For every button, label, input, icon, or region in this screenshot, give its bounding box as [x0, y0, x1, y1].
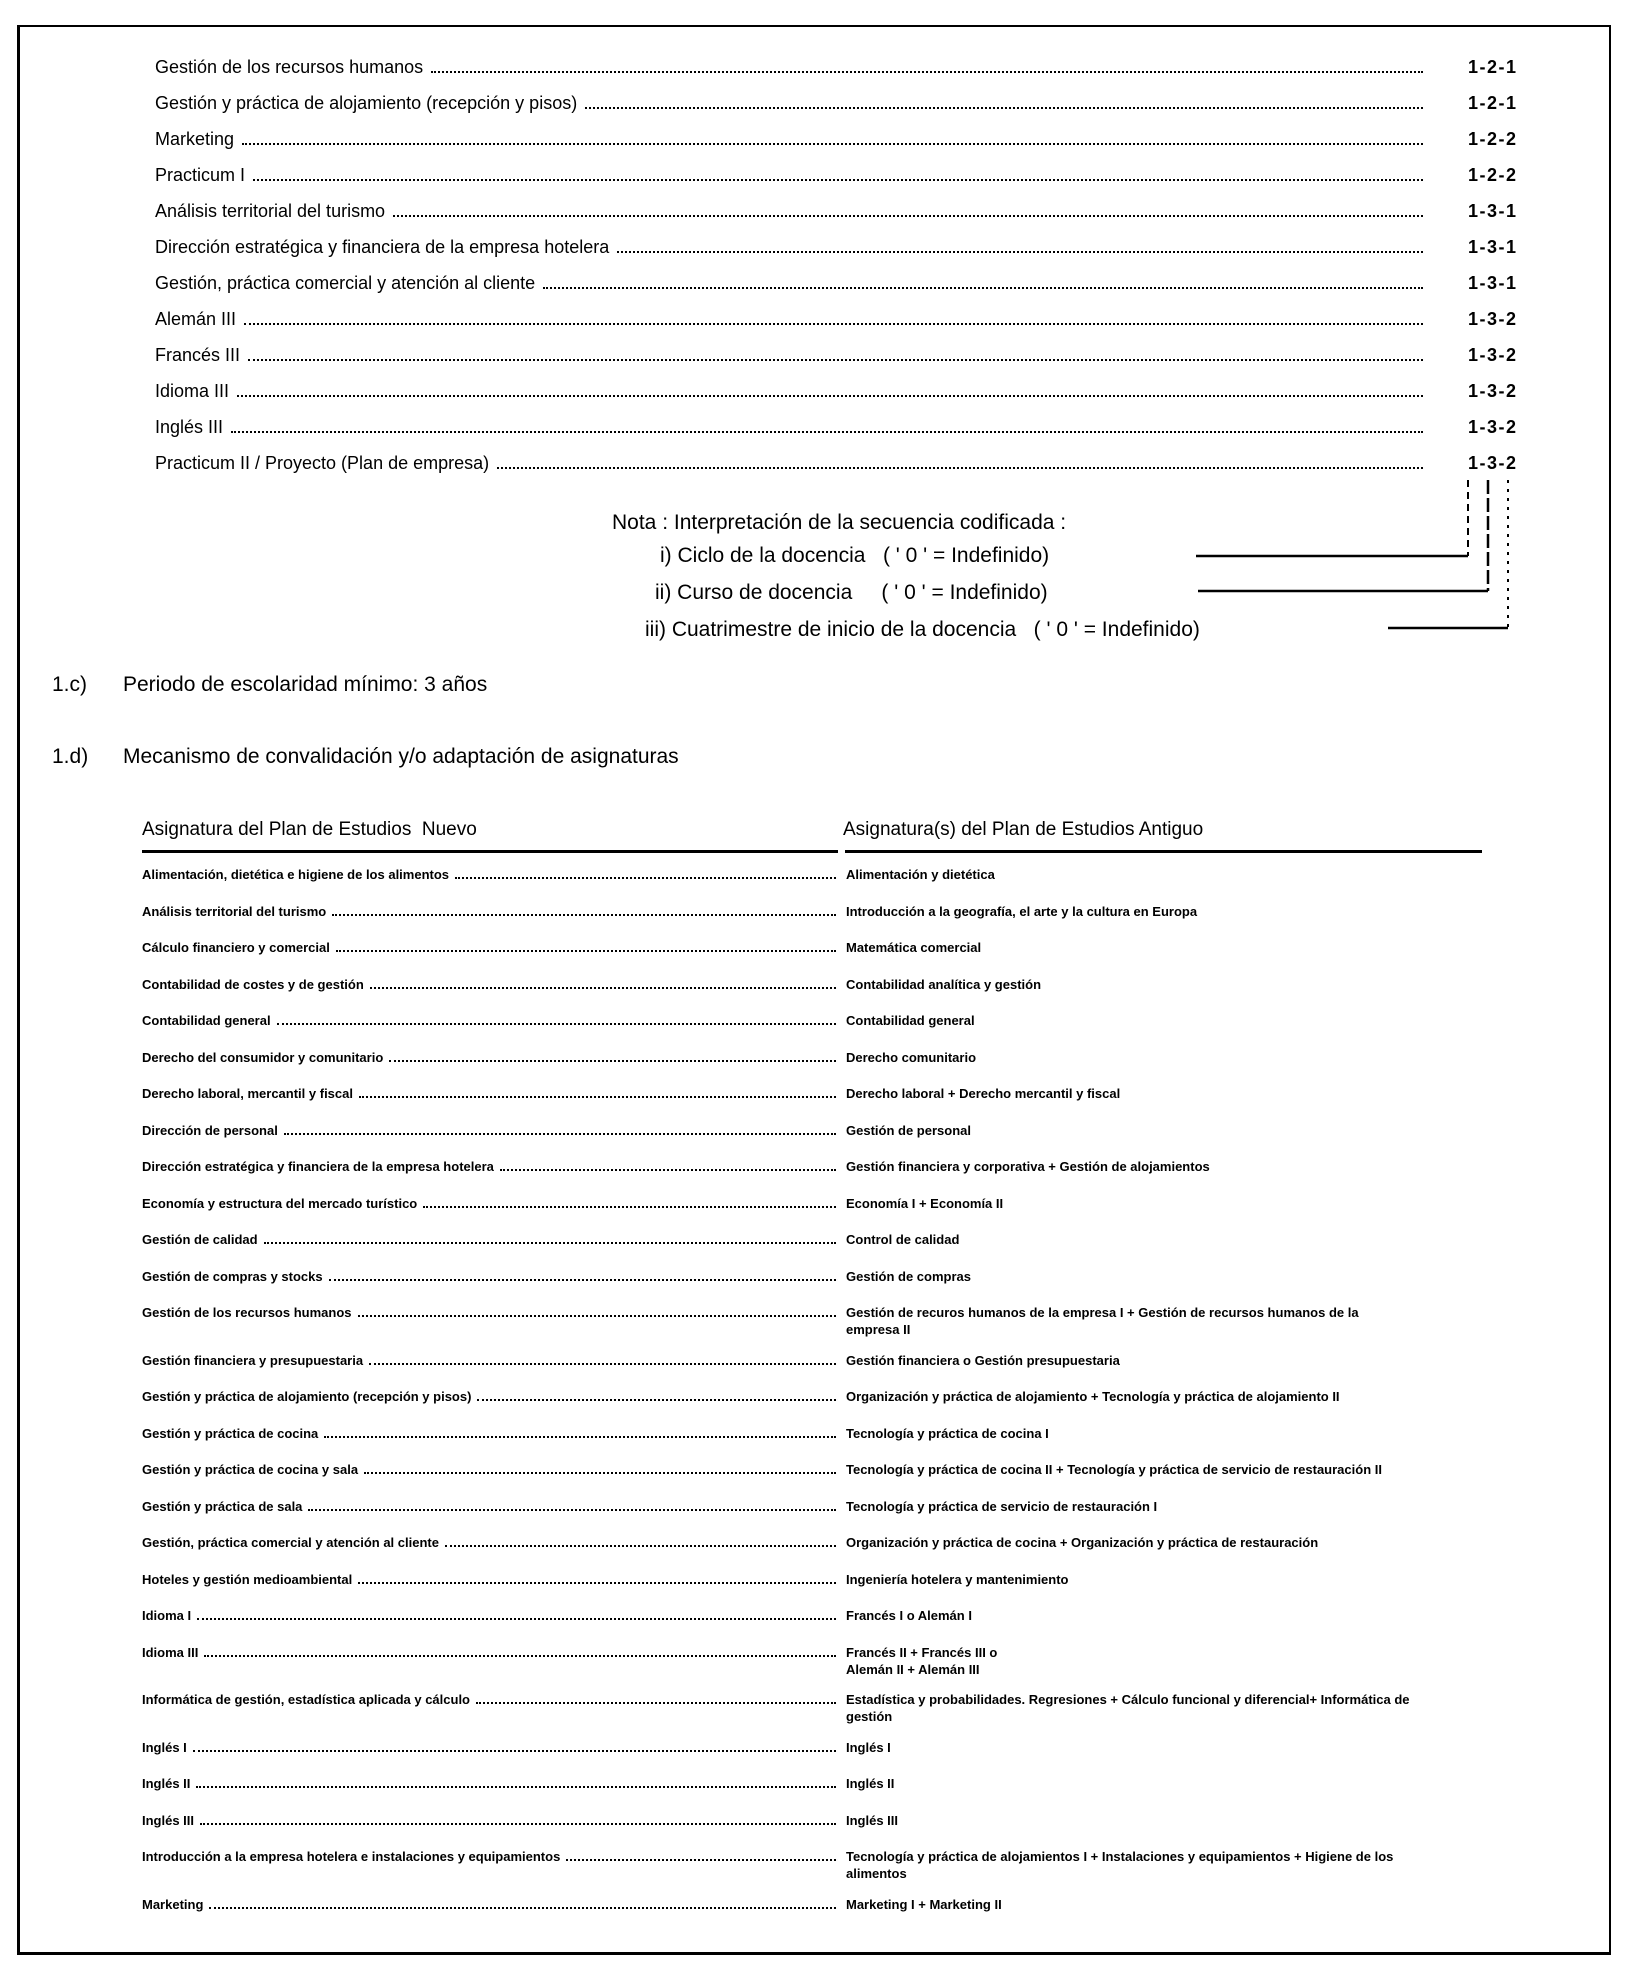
old-plan-line1: Contabilidad analítica y gestión: [846, 976, 1042, 992]
dotted-leader: [497, 466, 1423, 469]
section-1c-title: Periodo de escolaridad mínimo: 3 años: [123, 673, 488, 696]
old-plan-line1: Gestión financiera o Gestión presupuestaria: [846, 1352, 1120, 1368]
subject-mapping-table: [142, 866, 1532, 1932]
dotted-leader: [244, 322, 1423, 325]
old-plan-line1: Gestión financiera y corporativa + Gestión de alojamientos: [846, 1159, 1210, 1174]
table-row: [142, 903, 1532, 920]
table-row: [142, 1425, 1532, 1442]
dotted-leader: [209, 1906, 836, 1909]
section-1d-number: 1.d): [52, 745, 89, 768]
old-plan-subject: [846, 1607, 1530, 1624]
old-plan-line1: Organización y práctica de alojamiento + Tecnología y práctica de alojamiento II: [846, 1389, 1340, 1404]
old-plan-subject: [846, 1425, 1530, 1442]
note-item-3: iii) Cuatrimestre de inicio de la docencia ( ' 0 ' = Indefinido): [645, 618, 1200, 641]
new-plan-cell: [142, 1739, 838, 1756]
new-plan-cell: [142, 1848, 838, 1865]
new-plan-subject: Economía y estructura del mercado turístico: [142, 1195, 418, 1211]
old-plan-subject: [846, 1304, 1530, 1338]
old-plan-line1: Inglés I: [846, 1739, 891, 1755]
dotted-leader: [423, 1205, 836, 1208]
dotted-leader: [445, 1544, 836, 1547]
dotted-leader: [324, 1435, 836, 1438]
new-plan-subject: Cálculo financiero y comercial: [142, 940, 330, 955]
old-plan-subject: [846, 1896, 1530, 1913]
subject-name: Francés III: [155, 345, 241, 365]
new-plan-cell: [142, 1461, 838, 1478]
subject-name: Idioma III: [155, 381, 230, 401]
dotted-leader: [393, 214, 1423, 217]
table-row: [142, 1461, 1532, 1478]
subject-name: Gestión de los recursos humanos: [155, 57, 424, 77]
new-plan-cell: [142, 1388, 838, 1405]
table-row: [142, 1158, 1532, 1175]
old-plan-subject: [846, 976, 1530, 993]
subject-name: Inglés III: [155, 417, 224, 437]
dotted-leader: [359, 1095, 836, 1098]
table-header-rule-left: [142, 850, 838, 853]
subject-code: 1-3-2: [1468, 381, 1518, 401]
subject-code-row: [155, 128, 1560, 150]
table-row: [142, 1231, 1532, 1248]
dotted-leader: [204, 1654, 836, 1657]
dotted-leader: [566, 1858, 836, 1861]
dotted-leader: [617, 250, 1423, 253]
old-plan-subject: [846, 1775, 1530, 1792]
table-row: [142, 1739, 1532, 1756]
old-plan-line1: Gestión de recuros humanos de la empresa I + Gestión de recursos humanos de la: [846, 1305, 1359, 1320]
dotted-leader: [193, 1749, 836, 1752]
old-plan-subject: [846, 1388, 1530, 1405]
old-plan-subject: [846, 1461, 1530, 1478]
old-plan-line1: Francés II + Francés III o: [846, 1644, 998, 1660]
note-title: Nota : Interpretación de la secuencia codificada :: [612, 511, 1067, 534]
old-plan-subject: [846, 1049, 1530, 1066]
new-plan-subject: Dirección estratégica y financiera de la empresa hotelera: [142, 1159, 494, 1174]
new-plan-subject: Gestión financiera y presupuestaria: [142, 1352, 364, 1368]
new-plan-subject: Análisis territorial del turismo: [142, 903, 327, 919]
table-row: [142, 1534, 1532, 1551]
new-plan-cell: [142, 976, 838, 993]
old-plan-line2: empresa II: [846, 1322, 911, 1337]
old-plan-line1: Introducción a la geografía, el arte y la cultura en Europa: [846, 903, 1198, 919]
new-plan-subject: Marketing: [142, 1896, 204, 1912]
old-plan-subject: [846, 1739, 1530, 1756]
new-plan-subject: Gestión de compras y stocks: [142, 1268, 323, 1284]
old-plan-line1: Ingeniería hotelera y mantenimiento: [846, 1571, 1069, 1587]
subject-code-row: [155, 164, 1560, 186]
dotted-leader: [336, 949, 836, 952]
old-plan-subject: [846, 1812, 1530, 1829]
new-plan-subject: Gestión de los recursos humanos: [142, 1305, 352, 1320]
dotted-leader: [543, 286, 1423, 289]
subject-name: Análisis territorial del turismo: [155, 201, 386, 221]
dotted-leader: [332, 913, 836, 916]
new-plan-cell: [142, 1158, 838, 1175]
old-plan-line1: Marketing I + Marketing II: [846, 1896, 1002, 1912]
new-plan-subject: Inglés I: [142, 1739, 187, 1755]
old-plan-subject: [846, 903, 1530, 920]
table-row: [142, 1085, 1532, 1102]
new-plan-cell: [142, 1231, 838, 1248]
new-plan-subject: Gestión y práctica de cocina y sala: [142, 1462, 359, 1477]
dotted-leader: [455, 876, 836, 879]
new-plan-subject: Gestión y práctica de cocina: [142, 1425, 319, 1441]
dotted-leader: [231, 430, 1423, 433]
new-plan-subject: Gestión de calidad: [142, 1232, 258, 1247]
table-row: [142, 1571, 1532, 1588]
dotted-leader: [264, 1241, 836, 1244]
old-plan-line2: gestión: [846, 1709, 893, 1724]
new-plan-subject: Dirección de personal: [142, 1122, 278, 1138]
subject-name: Gestión, práctica comercial y atención al cliente: [155, 273, 536, 293]
subject-code: 1-2-1: [1468, 93, 1518, 113]
new-plan-cell: [142, 1268, 838, 1285]
old-plan-line1: Inglés II: [846, 1776, 895, 1791]
subject-code-row: [155, 344, 1560, 366]
old-plan-subject: [846, 1122, 1530, 1139]
old-plan-subject: [846, 1848, 1530, 1882]
new-plan-cell: [142, 866, 838, 883]
dotted-leader: [358, 1581, 836, 1584]
table-row: [142, 1049, 1532, 1066]
subject-name: Practicum II / Proyecto (Plan de empresa): [155, 453, 490, 473]
old-plan-line1: Alimentación y dietética: [846, 867, 995, 882]
dotted-leader: [242, 142, 1423, 145]
table-header-old-plan: Asignatura(s) del Plan de Estudios Antiguo: [843, 819, 1204, 840]
subject-code-row: [155, 272, 1560, 294]
subject-code-row: [155, 92, 1560, 114]
new-plan-cell: [142, 1425, 838, 1442]
dotted-leader: [476, 1701, 836, 1704]
old-plan-subject: [846, 1644, 1530, 1678]
table-row: [142, 1607, 1532, 1624]
table-row: [142, 1195, 1532, 1212]
old-plan-subject: [846, 1534, 1530, 1551]
new-plan-subject: Contabilidad de costes y de gestión: [142, 976, 364, 992]
new-plan-cell: [142, 1571, 838, 1588]
new-plan-cell: [142, 1049, 838, 1066]
old-plan-subject: [846, 1268, 1530, 1285]
new-plan-cell: [142, 1085, 838, 1102]
new-plan-cell: [142, 1644, 838, 1661]
new-plan-cell: [142, 939, 838, 956]
old-plan-subject: [846, 1085, 1530, 1102]
old-plan-line1: Contabilidad general: [846, 1013, 975, 1028]
dotted-leader: [370, 986, 836, 989]
subject-code: 1-3-2: [1468, 453, 1518, 473]
subject-code: 1-2-2: [1468, 165, 1518, 185]
dotted-leader: [237, 394, 1423, 397]
section-1d-title: Mecanismo de convalidación y/o adaptación de asignaturas: [123, 745, 679, 768]
new-plan-cell: [142, 1352, 838, 1369]
dotted-leader: [197, 1617, 836, 1620]
dotted-leader: [253, 178, 1423, 181]
old-plan-line1: Control de calidad: [846, 1232, 960, 1247]
subject-code: 1-3-1: [1468, 237, 1518, 257]
table-row: [142, 1012, 1532, 1029]
new-plan-subject: Alimentación, dietética e higiene de los alimentos: [142, 867, 450, 882]
dotted-leader: [277, 1022, 836, 1025]
new-plan-subject: Derecho laboral, mercantil y fiscal: [142, 1086, 353, 1101]
new-plan-cell: [142, 1122, 838, 1139]
new-plan-subject: Inglés III: [142, 1812, 195, 1828]
dotted-leader: [308, 1508, 836, 1511]
old-plan-line1: Estadística y probabilidades. Regresiones + Cálculo funcional y diferencial+ Informática de: [846, 1692, 1410, 1707]
table-row: [142, 1896, 1532, 1913]
old-plan-line1: Tecnología y práctica de cocina I: [846, 1425, 1049, 1441]
new-plan-subject: Idioma I: [142, 1608, 192, 1623]
dotted-leader: [369, 1362, 836, 1365]
old-plan-subject: [846, 1352, 1530, 1369]
subject-code: 1-3-2: [1468, 345, 1518, 365]
old-plan-subject: [846, 1231, 1530, 1248]
new-plan-subject: Inglés II: [142, 1776, 191, 1791]
subject-code-row: [155, 452, 1560, 474]
dotted-leader: [358, 1314, 837, 1317]
new-plan-cell: [142, 1304, 838, 1321]
old-plan-subject: [846, 866, 1530, 883]
subject-code: 1-3-1: [1468, 273, 1518, 293]
subject-code-row: [155, 380, 1560, 402]
table-row: [142, 1268, 1532, 1285]
old-plan-line1: Gestión de compras: [846, 1268, 971, 1284]
old-plan-line1: Inglés III: [846, 1812, 899, 1828]
new-plan-cell: [142, 1012, 838, 1029]
old-plan-line1: Gestión de personal: [846, 1122, 971, 1138]
subject-code-row: [155, 236, 1560, 258]
table-row: [142, 1644, 1532, 1678]
new-plan-subject: Idioma III: [142, 1644, 199, 1660]
table-header-rule-right: [845, 850, 1482, 853]
subject-code-row: [155, 56, 1560, 78]
dotted-leader: [431, 70, 1423, 73]
new-plan-cell: [142, 1607, 838, 1624]
note-item-1: i) Ciclo de la docencia ( ' 0 ' = Indefinido): [660, 544, 1050, 567]
table-row: [142, 1691, 1532, 1725]
subject-code: 1-3-2: [1468, 417, 1518, 437]
table-row: [142, 866, 1532, 883]
new-plan-subject: Gestión, práctica comercial y atención al cliente: [142, 1535, 439, 1550]
subject-code: 1-2-2: [1468, 129, 1518, 149]
old-plan-line2: Alemán II + Alemán III: [846, 1661, 980, 1677]
new-plan-cell: [142, 1775, 838, 1792]
old-plan-line1: Economía I + Economía II: [846, 1195, 1004, 1211]
new-plan-subject: Informática de gestión, estadística aplicada y cálculo: [142, 1692, 471, 1707]
new-plan-subject: Contabilidad general: [142, 1013, 271, 1028]
table-row: [142, 1848, 1532, 1882]
new-plan-cell: [142, 1195, 838, 1212]
old-plan-subject: [846, 1691, 1530, 1725]
new-plan-cell: [142, 1534, 838, 1551]
new-plan-subject: Gestión y práctica de alojamiento (recepción y pisos): [142, 1389, 472, 1404]
table-row: [142, 976, 1532, 993]
old-plan-line1: Francés I o Alemán I: [846, 1608, 972, 1623]
old-plan-subject: [846, 1195, 1530, 1212]
table-row: [142, 1304, 1532, 1338]
new-plan-cell: [142, 1812, 838, 1829]
subject-name: Dirección estratégica y financiera de la empresa hotelera: [155, 237, 610, 257]
subject-name: Practicum I: [155, 165, 246, 185]
new-plan-cell: [142, 1498, 838, 1515]
subject-code-row: [155, 308, 1560, 330]
old-plan-line1: Derecho comunitario: [846, 1049, 977, 1065]
subject-code: 1-3-2: [1468, 309, 1518, 329]
old-plan-line1: Derecho laboral + Derecho mercantil y fiscal: [846, 1086, 1121, 1101]
old-plan-subject: [846, 1498, 1530, 1515]
dotted-leader: [284, 1132, 836, 1135]
table-row: [142, 1352, 1532, 1369]
subject-code-row: [155, 200, 1560, 222]
subject-code: 1-2-1: [1468, 57, 1518, 77]
table-row: [142, 1498, 1532, 1515]
dotted-leader: [329, 1278, 836, 1281]
dotted-leader: [500, 1168, 836, 1171]
new-plan-subject: Hoteles y gestión medioambiental: [142, 1571, 353, 1587]
new-plan-subject: Introducción a la empresa hotelera e instalaciones y equipamientos: [142, 1849, 561, 1864]
dotted-leader: [248, 358, 1423, 361]
old-plan-subject: [846, 1012, 1530, 1029]
subject-name: Gestión y práctica de alojamiento (recepción y pisos): [155, 93, 578, 113]
new-plan-cell: [142, 1691, 838, 1708]
table-row: [142, 1775, 1532, 1792]
subject-code-row: [155, 416, 1560, 438]
new-plan-subject: Gestión y práctica de sala: [142, 1498, 303, 1514]
subject-name: Marketing: [155, 129, 235, 149]
new-plan-cell: [142, 903, 838, 920]
dotted-leader: [196, 1785, 836, 1788]
dotted-leader: [200, 1822, 836, 1825]
old-plan-line1: Tecnología y práctica de alojamientos I + Instalaciones y equipamientos + Higiene de los: [846, 1849, 1394, 1864]
table-row: [142, 939, 1532, 956]
subject-name: Alemán III: [155, 309, 237, 329]
old-plan-line1: Tecnología y práctica de servicio de restauración I: [846, 1498, 1158, 1514]
section-1c-number: 1.c): [52, 673, 88, 696]
dotted-leader: [364, 1471, 836, 1474]
table-row: [142, 1388, 1532, 1405]
dotted-leader: [477, 1398, 836, 1401]
new-plan-subject: Derecho del consumidor y comunitario: [142, 1049, 384, 1065]
old-plan-subject: [846, 939, 1530, 956]
dotted-leader: [585, 106, 1423, 109]
old-plan-line1: Organización y práctica de cocina + Organización y práctica de restauración: [846, 1535, 1319, 1550]
subject-code: 1-3-1: [1468, 201, 1518, 221]
note-item-2: ii) Curso de docencia ( ' 0 ' = Indefinido): [655, 581, 1048, 604]
old-plan-line1: Tecnología y práctica de cocina II + Tecnología y práctica de servicio de restauración II: [846, 1462, 1382, 1477]
dotted-leader: [389, 1059, 836, 1062]
old-plan-subject: [846, 1571, 1530, 1588]
old-plan-line1: Matemática comercial: [846, 940, 982, 955]
table-row: [142, 1122, 1532, 1139]
old-plan-subject: [846, 1158, 1530, 1175]
new-plan-cell: [142, 1896, 838, 1913]
table-header-new-plan: Asignatura del Plan de Estudios Nuevo: [142, 819, 477, 840]
table-row: [142, 1812, 1532, 1829]
old-plan-line2: alimentos: [846, 1866, 907, 1881]
